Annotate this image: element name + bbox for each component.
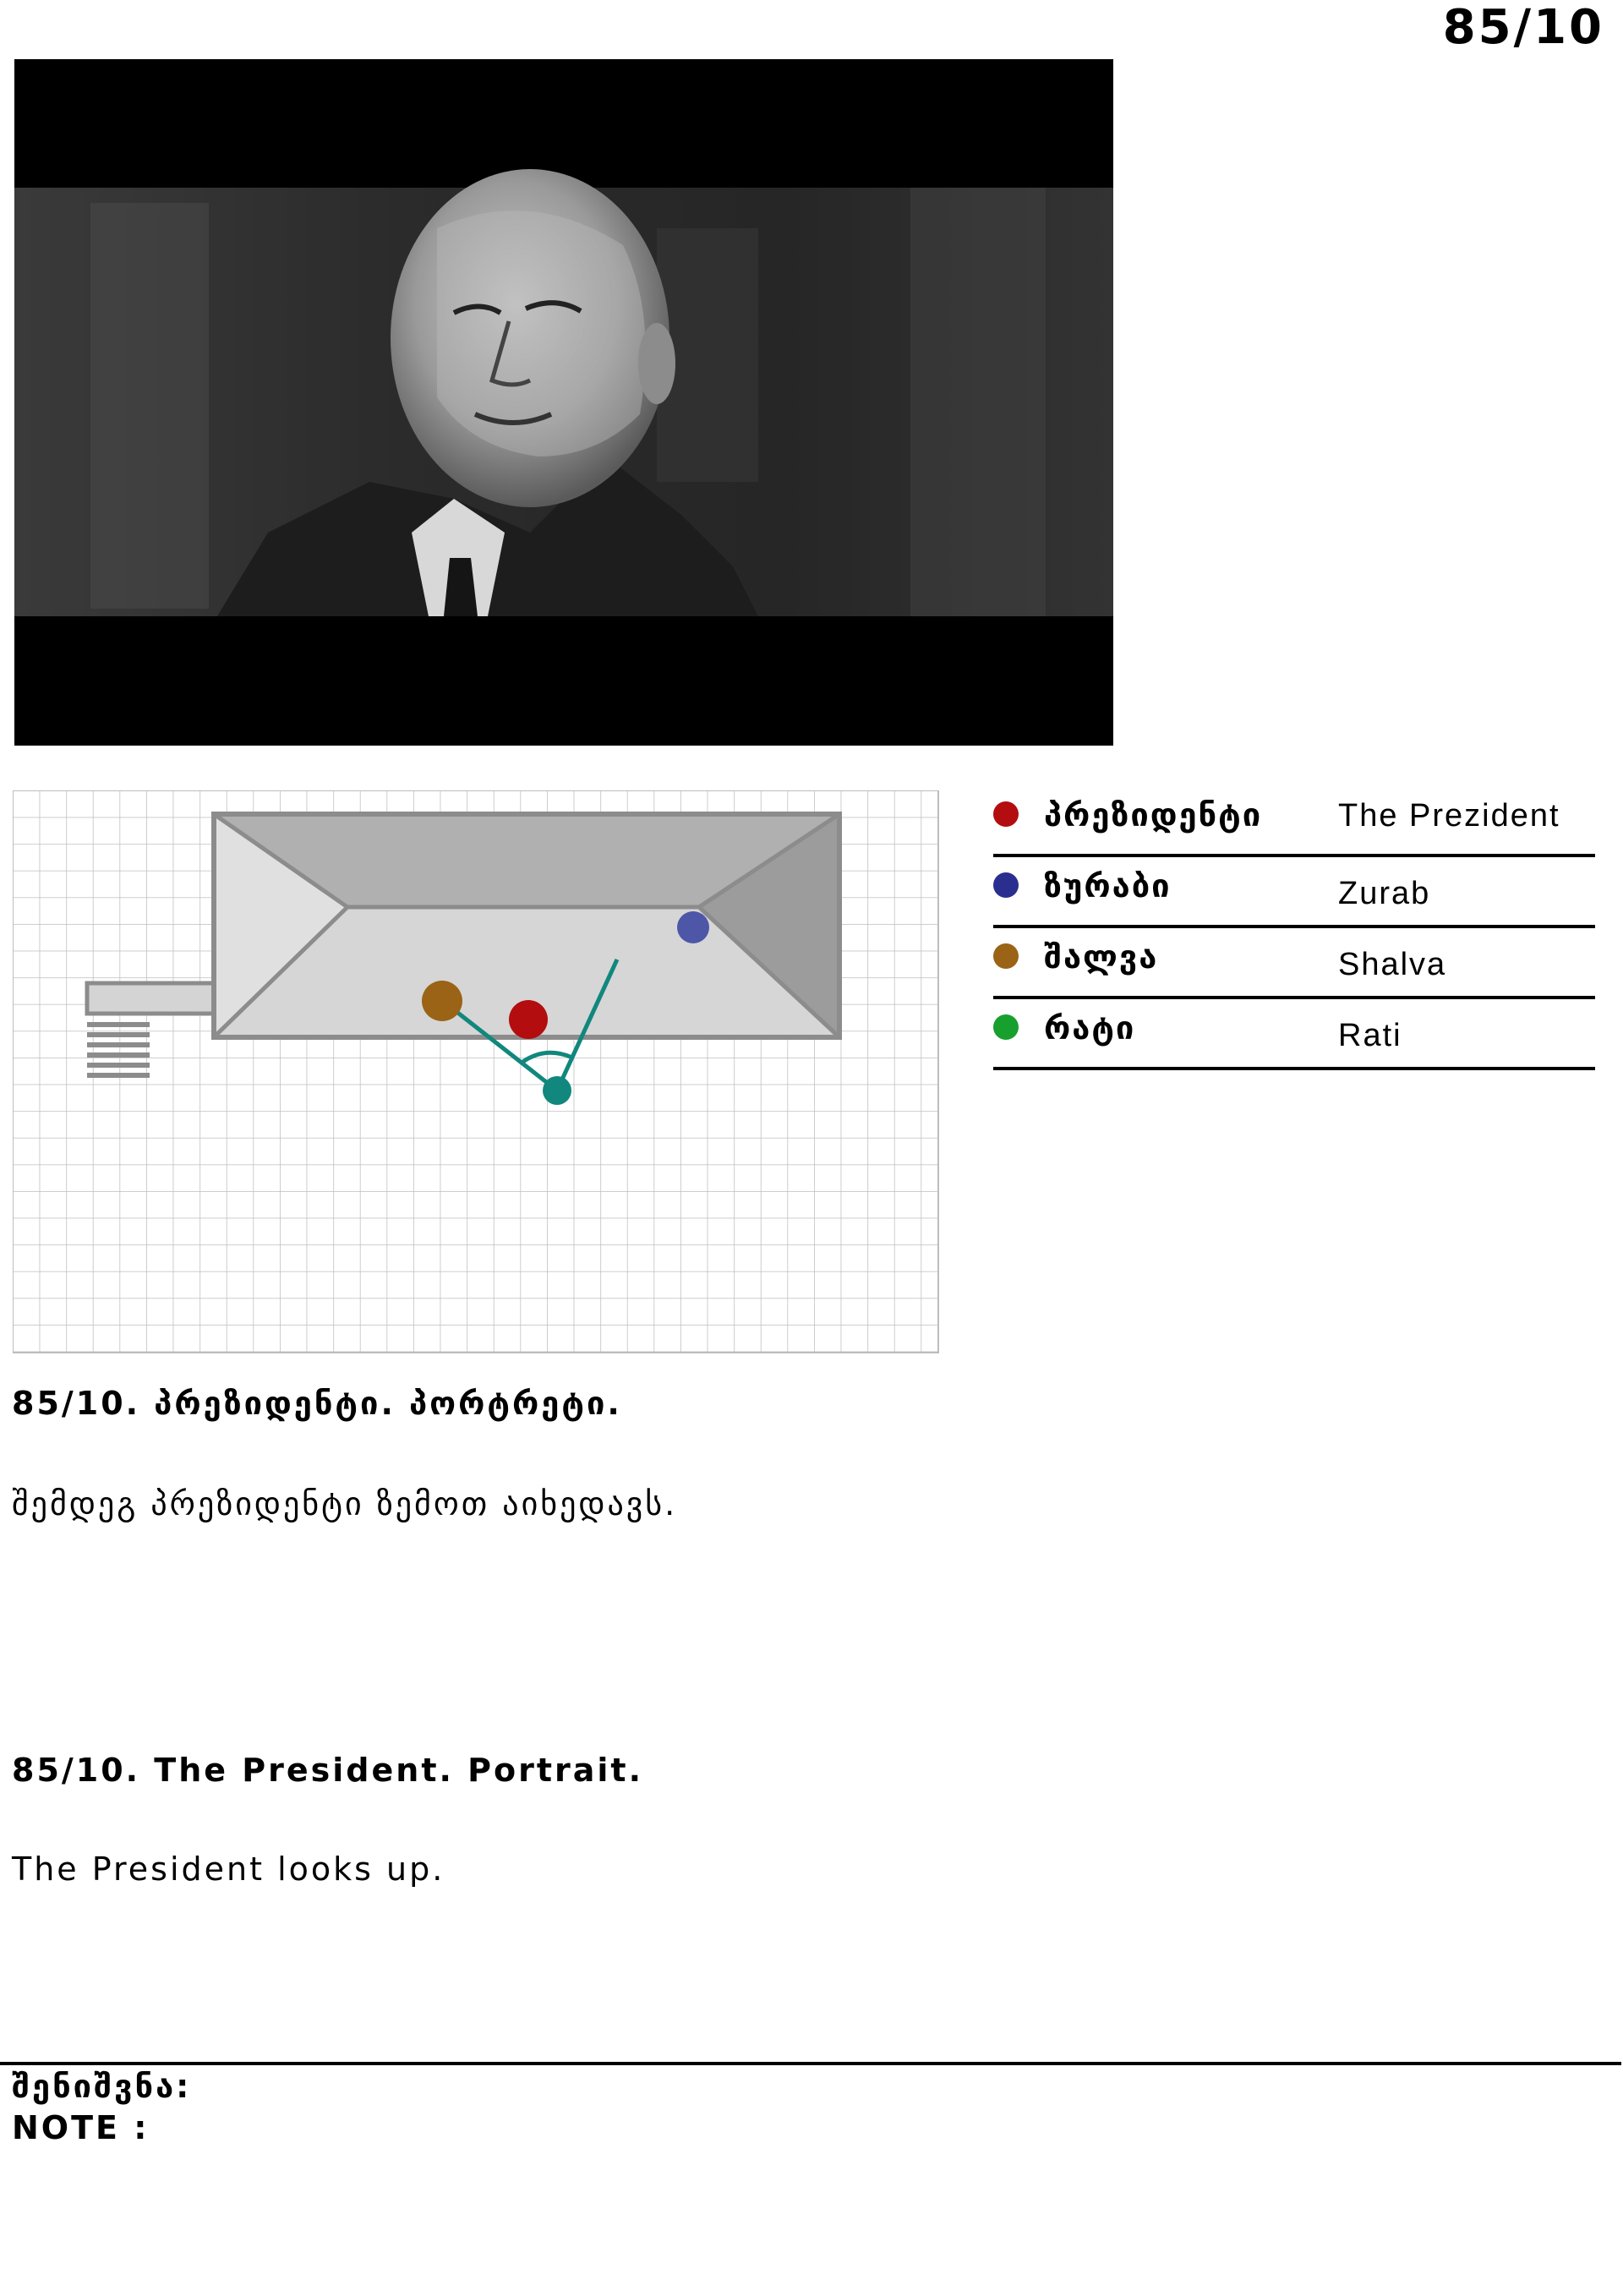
- note-divider: [0, 2062, 1621, 2065]
- legend-name-ka: ზურაბი: [1044, 867, 1172, 905]
- president-marker: [509, 1000, 548, 1039]
- legend-name-ka: პრეზიდენტი: [1044, 796, 1263, 834]
- note-label-en: NOTE :: [12, 2109, 150, 2146]
- shot-number: 85/10: [1442, 0, 1604, 55]
- legend-name-ka: რატი: [1044, 1009, 1136, 1047]
- legend-name-en: Zurab: [1338, 876, 1431, 911]
- legend-row: [993, 786, 1595, 857]
- shalva-marker: [422, 981, 462, 1021]
- description-body-en: The President looks up.: [12, 1850, 445, 1888]
- legend-dot-shalva: [993, 943, 1019, 969]
- storyboard-illustration: [14, 59, 1113, 746]
- floor-plan: [13, 790, 951, 1354]
- legend-dot-zurab: [993, 872, 1019, 898]
- legend-row: [993, 857, 1595, 928]
- zurab-marker: [677, 911, 709, 943]
- storyboard-frame: [14, 59, 1113, 746]
- legend-row: [993, 999, 1595, 1070]
- legend-name-en: Shalva: [1338, 947, 1447, 982]
- legend-name-ka: შალვა: [1044, 938, 1159, 976]
- description-heading-en: 85/10. The President. Portrait.: [12, 1752, 644, 1789]
- legend-name-en: Rati: [1338, 1018, 1402, 1053]
- legend-dot-rati: [993, 1014, 1019, 1040]
- description-heading-ka: 85/10. პრეზიდენტი. პორტრეტი.: [12, 1385, 622, 1422]
- legend-name-en: The Prezident: [1338, 798, 1560, 834]
- character-legend: [993, 786, 1595, 1070]
- camera-marker: [543, 1076, 571, 1105]
- note-label-ka: შენიშვნა:: [12, 2068, 192, 2105]
- legend-row: [993, 928, 1595, 999]
- legend-dot-president: [993, 801, 1019, 827]
- description-body-ka: შემდეგ პრეზიდენტი ზემოთ აიხედავს.: [12, 1485, 678, 1522]
- stair-landing: [87, 983, 214, 1014]
